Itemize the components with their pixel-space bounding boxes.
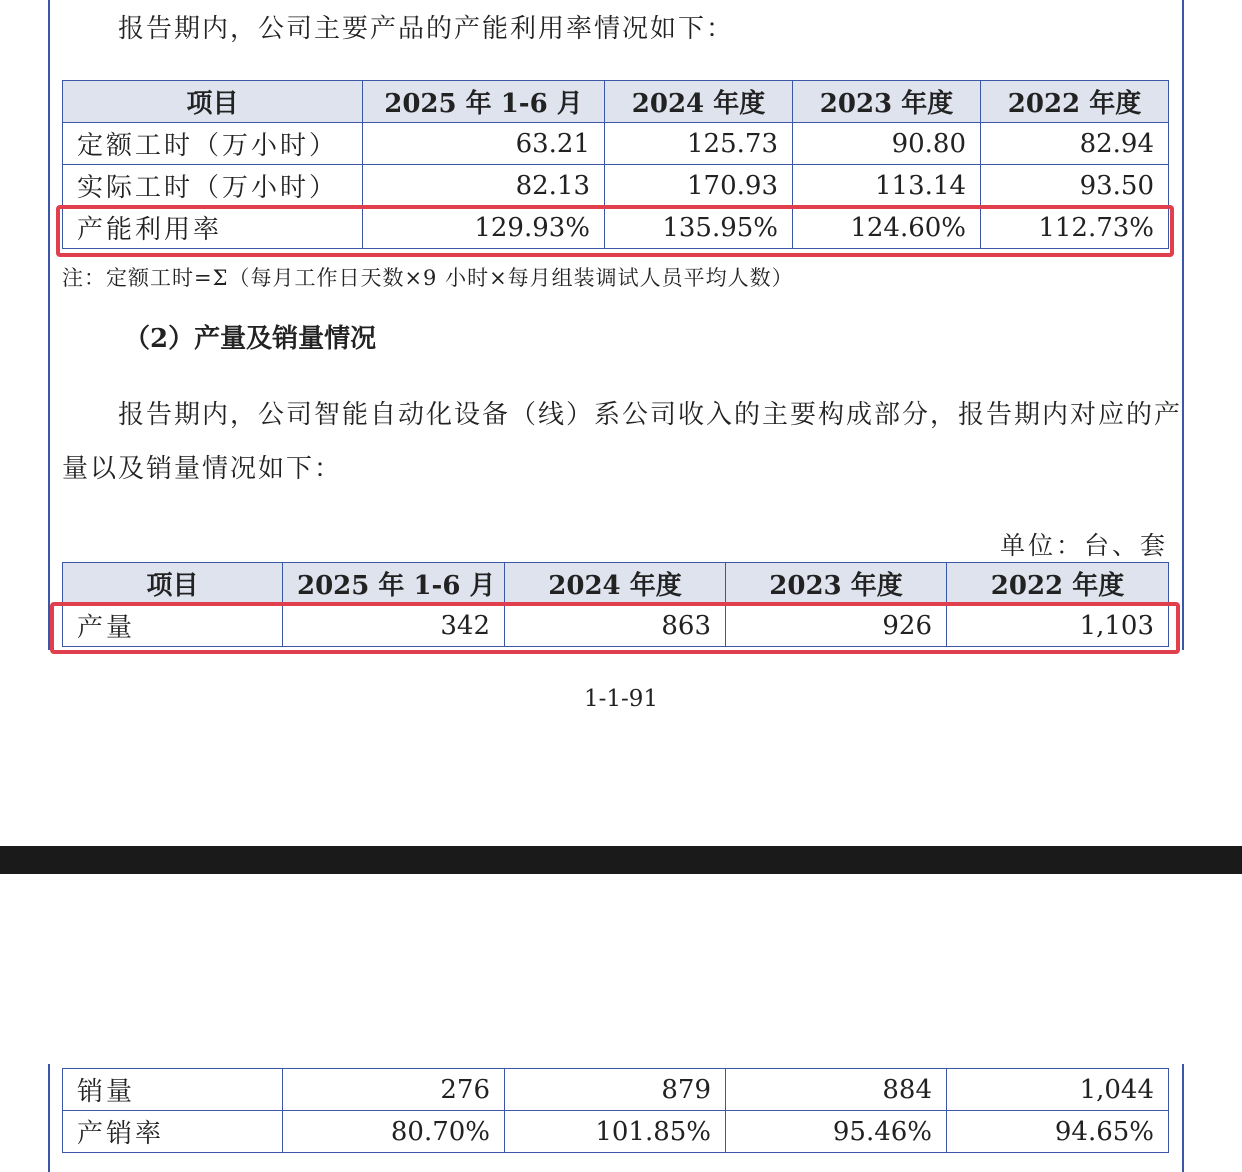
value-cell: 82.13: [363, 165, 605, 207]
value-cell: 90.80: [793, 123, 981, 165]
header-cell: 2023 年度: [793, 81, 981, 123]
intro-paragraph-production-line1: 报告期内，公司智能自动化设备（线）系公司收入的主要构成部分，报告期内对应的产: [118, 400, 1183, 430]
document-page-bottom: [0, 874, 1242, 1172]
header-cell: 2022 年度: [981, 81, 1169, 123]
page-number: 1-1-91: [583, 686, 659, 712]
value-cell: 82.94: [981, 123, 1169, 165]
page-border-left: [48, 0, 50, 650]
highlight-box-production: [50, 602, 1180, 654]
row-label: 产能利用率: [63, 207, 363, 249]
table-header-row: [63, 81, 1169, 123]
value-cell: 170.93: [605, 165, 793, 207]
intro-paragraph-production-line2: 量以及销量情况如下：: [62, 454, 343, 484]
value-cell: 112.73%: [981, 207, 1169, 249]
value-cell: 135.95%: [605, 207, 793, 249]
header-cell: 项目: [63, 563, 283, 605]
header-cell: 2023 年度: [726, 563, 947, 605]
section-title: （2）产量及销量情况: [124, 324, 377, 354]
value-cell: 884: [726, 1069, 947, 1111]
table-row: [63, 123, 1169, 165]
value-cell: 93.50: [981, 165, 1169, 207]
page-separator: [0, 846, 1242, 874]
value-cell: 342: [283, 605, 505, 647]
sales-table: [62, 1068, 1169, 1153]
row-label: 销量: [63, 1069, 283, 1111]
header-cell: 2024 年度: [605, 81, 793, 123]
header-cell: 2025 年 1-6 月: [363, 81, 605, 123]
value-cell: 1,103: [947, 605, 1169, 647]
value-cell: 129.93%: [363, 207, 605, 249]
value-cell: 113.14: [793, 165, 981, 207]
header-cell: 2022 年度: [947, 563, 1169, 605]
value-cell: 863: [505, 605, 726, 647]
value-cell: 1,044: [947, 1069, 1169, 1111]
header-cell: 2024 年度: [505, 563, 726, 605]
intro-paragraph-capacity: 报告期内，公司主要产品的产能利用率情况如下：: [118, 14, 735, 44]
table-row: [63, 1069, 1169, 1111]
unit-label: 单位：台、套: [999, 531, 1168, 560]
row-label: 实际工时（万小时）: [63, 165, 363, 207]
value-cell: 94.65%: [947, 1111, 1169, 1153]
value-cell: 926: [726, 605, 947, 647]
table-note: 注：定额工时=Σ（每月工作日天数×9 小时×每月组装调试人员平均人数）: [62, 266, 794, 290]
highlight-box-utilization: [56, 205, 1174, 257]
value-cell: 125.73: [605, 123, 793, 165]
value-cell: 63.21: [363, 123, 605, 165]
table-header-row: [63, 563, 1169, 605]
header-cell: 2025 年 1-6 月: [283, 563, 505, 605]
value-cell: 80.70%: [283, 1111, 505, 1153]
header-cell: 项目: [63, 81, 363, 123]
row-label: 产量: [63, 605, 283, 647]
value-cell: 276: [283, 1069, 505, 1111]
value-cell: 124.60%: [793, 207, 981, 249]
page-border-right: [1182, 0, 1184, 650]
page-border-right: [1182, 1064, 1184, 1172]
table-row: [63, 1111, 1169, 1153]
value-cell: 101.85%: [505, 1111, 726, 1153]
table-row: [63, 165, 1169, 207]
row-label: 定额工时（万小时）: [63, 123, 363, 165]
value-cell: 95.46%: [726, 1111, 947, 1153]
row-label: 产销率: [63, 1111, 283, 1153]
page-border-left: [48, 1064, 50, 1172]
value-cell: 879: [505, 1069, 726, 1111]
